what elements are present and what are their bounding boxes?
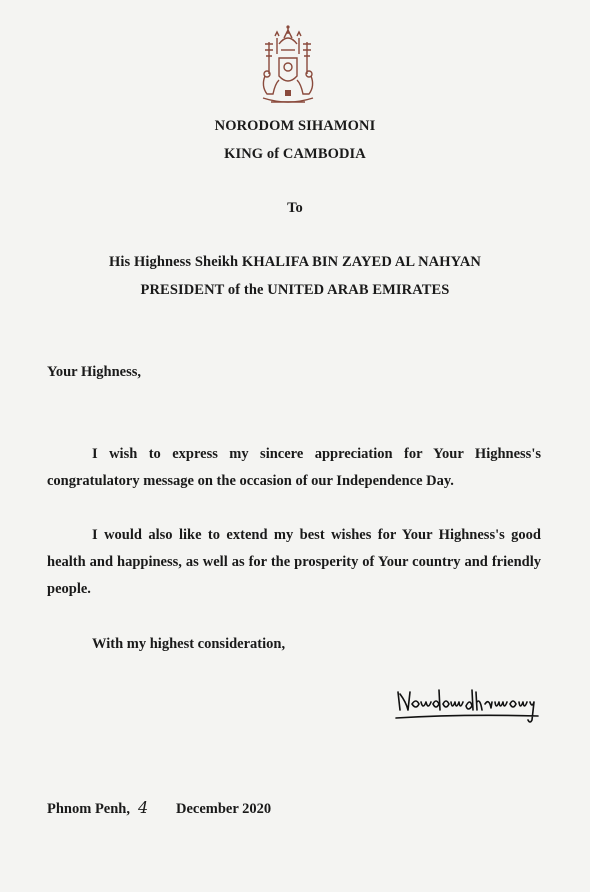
body-paragraph (47, 441, 541, 495)
royal-coat-of-arms-icon (257, 24, 319, 110)
date-text: December 2020 (176, 801, 272, 817)
place-date-line (47, 798, 271, 818)
recipient-name: His Highness Sheikh KHALIFA BIN ZAYED AL NAHYAN (108, 254, 481, 270)
sender-name: NORODOM SIHAMONI (214, 118, 376, 134)
body-paragraph (47, 522, 541, 603)
handwritten-signature-icon (392, 680, 542, 726)
body-paragraph-text: I would also like to extend my best wishes for Your Highness's good health and happiness, as well as for the prosperity of Your country and friendly people. (47, 527, 541, 597)
handwritten-day: 4 (138, 798, 149, 817)
recipient-title: PRESIDENT of the UNITED ARAB EMIRATES (140, 282, 450, 298)
salutation: Your Highness, (47, 364, 142, 380)
place-text: Phnom Penh, (47, 801, 130, 817)
body-paragraph-text: I wish to express my sincere appreciation for Your Highness's congratulatory message on the occasion of our Independence Day. (47, 446, 541, 489)
sender-title: KING of CAMBODIA (224, 146, 366, 162)
to-label: To (287, 200, 303, 216)
closing-line: With my highest consideration, (92, 636, 286, 652)
